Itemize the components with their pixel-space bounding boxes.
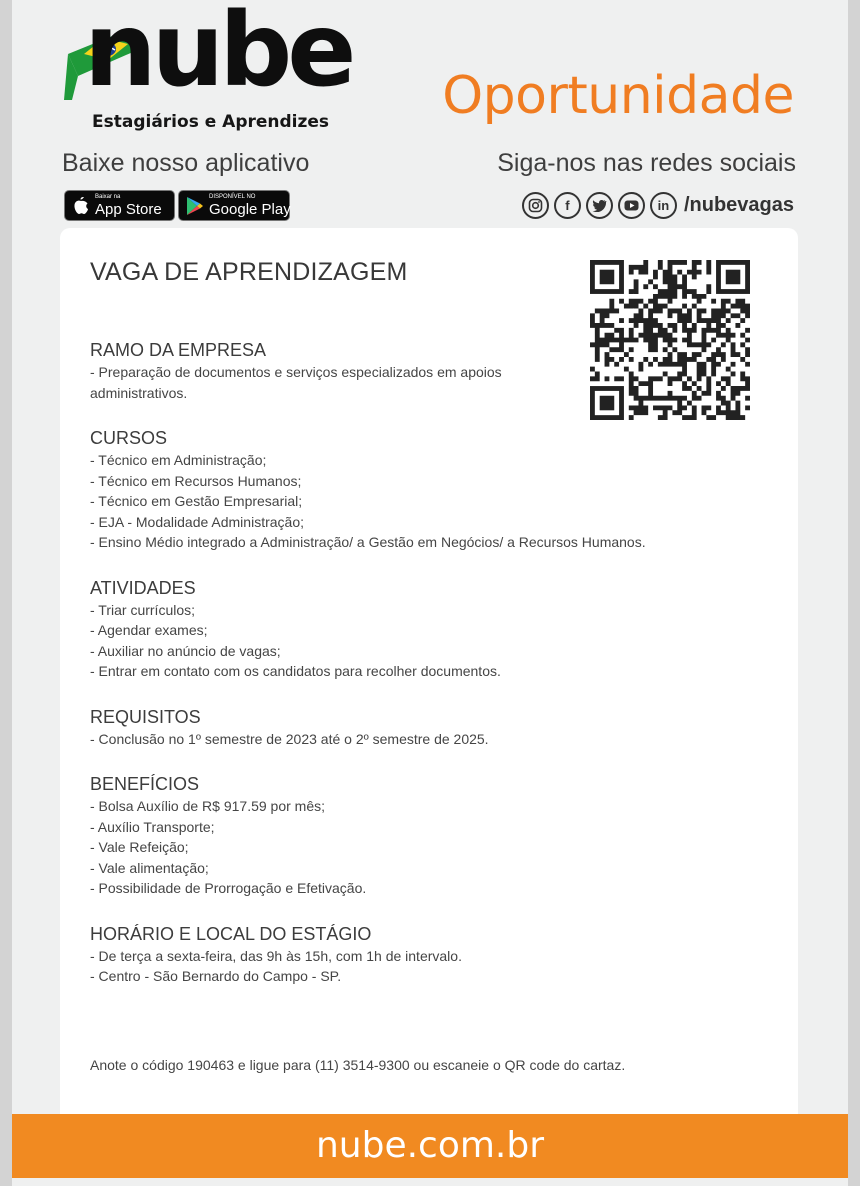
app-store-small-text: Baixar na [95,194,121,200]
section-heading: ATIVIDADES [90,577,196,598]
section-line: - Ensino Médio integrado a Administração/ a Gestão em Negócios/ a Recursos Humanos. [90,534,646,550]
linkedin-icon[interactable]: in [650,192,677,219]
section-line: - Possibilidade de Prorrogação e Efetivação. [90,880,367,896]
contact-note: Anote o código 190463 e ligue para (11) 3514-9300 ou escaneie o QR code do cartaz. [90,1057,626,1073]
facebook-icon[interactable]: f [554,192,581,219]
social-handle[interactable]: /nubevagas [683,193,794,216]
headline: Oportunidade [442,66,794,126]
app-download-label: Baixe nosso aplicativo [62,149,310,177]
section-heading: RAMO DA EMPRESA [90,340,267,360]
section-cursos [90,426,750,553]
app-store-text: App Store [95,201,162,218]
logo-wordmark: nube [84,0,352,110]
section-heading: BENEFÍCIOS [90,774,200,794]
job-sections [90,338,750,1010]
section-heading: CURSOS [90,428,168,448]
section-line: - Preparação de documentos e serviços especializados em apoios administrativos. [90,364,502,401]
footer-url[interactable]: nube.com.br [12,1114,848,1178]
section-beneficios [90,772,750,899]
section-line: - Triar currículos; [90,601,196,618]
section-horario-local [90,922,750,987]
section-heading: HORÁRIO E LOCAL DO ESTÁGIO [90,923,372,944]
section-line: - Técnico em Gestão Empresarial; [90,493,303,509]
section-line: - Técnico em Administração; [90,452,267,468]
job-title: VAGA DE APRENDIZAGEM [90,258,408,286]
section-heading: REQUISITOS [90,706,201,727]
social-label: Siga-nos nas redes sociais [497,149,796,177]
twitter-icon[interactable] [586,192,613,219]
section-line: - Vale Refeição; [90,839,189,855]
section-line: - De terça a sexta-feira, das 9h às 15h, com 1h de intervalo. [90,947,462,964]
section-line: - Agendar exames; [90,622,208,638]
section-line: - Centro - São Bernardo do Campo - SP. [90,968,342,984]
qr-finder-0 [600,270,615,285]
google-play-small-text: DISPONÍVEL NO [209,194,256,200]
google-play-badge[interactable] [178,190,290,221]
section-line: - EJA - Modalidade Administração; [90,513,304,530]
app-store-badge[interactable] [64,190,175,221]
job-card [60,228,798,1128]
logo-tagline: Estagiários e Aprendizes [92,112,330,132]
section-requisitos [90,705,750,750]
nube-logo[interactable] [62,0,352,138]
instagram-icon[interactable] [522,192,549,219]
poster [12,0,848,1186]
section-line: - Técnico em Recursos Humanos; [90,472,302,489]
section-line: - Entrar em contato com os candidatos para recolher documentos. [90,663,501,679]
qr-finder-1 [726,270,741,285]
apple-icon [73,196,89,215]
social-links [522,190,794,220]
section-atividades [90,576,750,682]
section-line: - Bolsa Auxílio de R$ 917.59 por mês; [90,798,326,814]
section-ramo [90,338,750,403]
section-line: - Vale alimentação; [90,859,209,876]
youtube-icon[interactable] [618,192,645,219]
google-play-text: Google Play [209,201,291,218]
google-play-icon [186,196,204,216]
section-line: - Auxílio Transporte; [90,818,215,835]
section-line: - Auxiliar no anúncio de vagas; [90,642,281,659]
section-line: - Conclusão no 1º semestre de 2023 até o 2º semestre de 2025. [90,730,489,747]
